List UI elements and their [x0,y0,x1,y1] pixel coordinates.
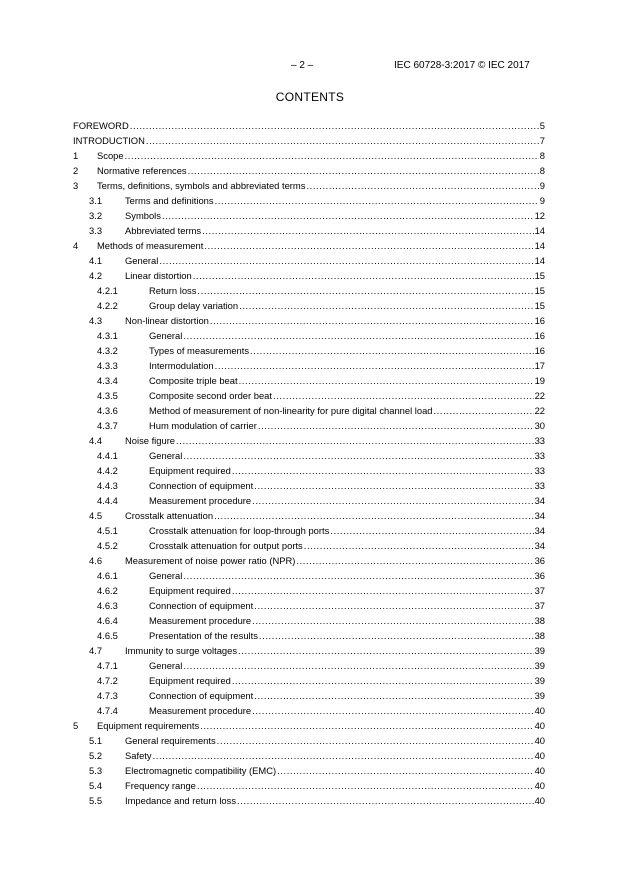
toc-dot-leader [146,133,539,148]
toc-entry[interactable] [73,583,545,598]
toc-entry-title: Composite second order beat [149,390,272,401]
toc-entry-page: 37 [534,585,545,596]
toc-dot-leader [239,298,533,313]
toc-entry-title: Equipment required [149,465,231,476]
toc-entry[interactable] [73,658,545,673]
toc-entry-number: 4.3.7 [97,420,118,431]
toc-entry-title: Connection of equipment [149,480,254,491]
toc-dot-leader [252,613,533,628]
toc-entry-page: 15 [534,300,545,311]
toc-entry-number: 4.3.6 [97,405,118,416]
toc-entry-title: Connection of equipment [149,600,254,611]
toc-entry-number: 5.1 [89,735,103,746]
toc-entry-number: 5.3 [89,765,103,776]
toc-entry-page: 40 [534,765,545,776]
toc-entry-number: 4.7.4 [97,705,118,716]
toc-entry-page: 39 [534,675,545,686]
toc-entry-title: Equipment required [149,585,231,596]
toc-entry-number: 4.4.1 [97,450,118,461]
toc-entry-title: Frequency range [125,780,196,791]
table-of-contents [73,118,545,808]
toc-entry-title: Intermodulation [149,360,214,371]
toc-entry[interactable] [73,343,545,358]
toc-entry-page: 34 [534,525,545,536]
toc-dot-leader [153,748,534,763]
toc-entry-title: FOREWORD [73,120,129,131]
toc-entry-title: Presentation of the results [149,630,258,641]
toc-entry[interactable] [73,163,545,178]
toc-entry-page: 40 [534,705,545,716]
toc-entry-number: 4.4 [89,435,103,446]
toc-entry-page: 17 [534,360,545,371]
toc-dot-leader [238,643,534,658]
toc-entry-number: 4.5.1 [97,525,118,536]
toc-entry-page: 30 [534,420,545,431]
toc-entry-title: General [125,255,159,266]
toc-entry[interactable] [73,508,545,523]
toc-entry-page: 38 [534,615,545,626]
toc-entry-page: 37 [534,600,545,611]
toc-entry-page: 15 [534,285,545,296]
toc-entry-number: 3.2 [89,210,103,221]
toc-entry-number: 4.4.2 [97,465,118,476]
toc-entry-title: Methods of measurement [97,240,204,251]
toc-entry-page: 36 [534,570,545,581]
toc-entry-number: 4.1 [89,255,103,266]
toc-entry-number: 3.3 [89,225,103,236]
toc-dot-leader [125,148,539,163]
toc-dot-leader [204,238,533,253]
toc-entry-page: 34 [534,540,545,551]
toc-entry-page: 39 [534,690,545,701]
toc-entry-number: 3 [73,180,79,191]
toc-dot-leader [193,268,534,283]
toc-dot-leader [214,508,533,523]
toc-dot-leader [197,283,533,298]
toc-dot-leader [254,478,533,493]
toc-entry-title: Non-linear distortion [125,315,209,326]
toc-entry-number: 4.3.3 [97,360,118,371]
toc-entry[interactable] [73,358,545,373]
toc-entry-page: 7 [539,135,545,146]
toc-dot-leader [259,628,534,643]
toc-dot-leader [215,358,534,373]
toc-entry[interactable] [73,283,545,298]
toc-entry[interactable] [73,763,545,778]
toc-entry[interactable] [73,433,545,448]
toc-dot-leader [250,343,534,358]
toc-entry-number: 1 [73,150,79,161]
toc-entry-number: 4.3.1 [97,330,118,341]
toc-entry-title: Terms, definitions, symbols and abbreviated terms [97,180,306,191]
toc-entry-number: 4.6.2 [97,585,118,596]
toc-entry-page: 22 [534,405,545,416]
toc-entry-title: Measurement procedure [149,615,252,626]
toc-entry-number: 5.2 [89,750,103,761]
toc-entry-title: Measurement of noise power ratio (NPR) [125,555,296,566]
toc-entry[interactable] [73,748,545,763]
document-reference: IEC 60728-3:2017 © IEC 2017 [394,60,530,71]
toc-entry-page: 33 [534,480,545,491]
toc-entry-page: 16 [534,315,545,326]
toc-entry[interactable] [73,793,545,808]
toc-entry[interactable] [73,673,545,688]
toc-entry-number: 4.6.1 [97,570,118,581]
toc-entry-page: 36 [534,555,545,566]
toc-entry[interactable] [73,313,545,328]
toc-entry-number: 4.7.1 [97,660,118,671]
toc-entry-number: 4.3 [89,315,103,326]
toc-entry-page: 33 [534,465,545,476]
toc-entry[interactable] [73,523,545,538]
toc-entry-number: 4.6 [89,555,103,566]
toc-dot-leader [434,403,534,418]
toc-entry-title: INTRODUCTION [73,135,145,146]
toc-entry-title: Measurement procedure [149,495,252,506]
toc-entry-number: 4.7 [89,645,103,656]
toc-entry-title: Normative references [97,165,187,176]
toc-entry[interactable] [73,208,545,223]
toc-entry-page: 34 [534,510,545,521]
toc-entry-title: General requirements [125,735,216,746]
page-number: – 2 – [291,60,314,71]
toc-entry[interactable] [73,478,545,493]
toc-dot-leader [200,718,533,733]
toc-entry-title: General [149,330,183,341]
toc-entry-title: Return loss [149,285,197,296]
toc-entry-page: 40 [534,735,545,746]
toc-dot-leader [254,688,533,703]
toc-dot-leader [254,598,533,613]
toc-entry-number: 4.4.3 [97,480,118,491]
toc-entry-page: 40 [534,750,545,761]
toc-entry-number: 5.4 [89,780,103,791]
toc-entry[interactable] [73,133,545,148]
toc-entry-title: Safety [125,750,152,761]
toc-entry-title: General [149,570,183,581]
toc-entry-number: 4.6.3 [97,600,118,611]
toc-entry-title: Equipment required [149,675,231,686]
toc-entry-number: 4.6.5 [97,630,118,641]
toc-entry-title: Abbreviated terms [125,225,202,236]
toc-entry[interactable] [73,718,545,733]
toc-entry-title: Types of measurements [149,345,250,356]
toc-entry-title: Crosstalk attenuation for loop-through ports [149,525,330,536]
toc-dot-leader [239,373,534,388]
toc-dot-leader [237,793,534,808]
toc-entry[interactable] [73,463,545,478]
toc-entry-page: 22 [534,390,545,401]
toc-entry-number: 4.2 [89,270,103,281]
toc-dot-leader [183,448,533,463]
toc-entry[interactable] [73,373,545,388]
toc-entry-page: 39 [534,645,545,656]
toc-entry-title: Impedance and return loss [125,795,237,806]
toc-entry[interactable] [73,388,545,403]
toc-dot-leader [215,193,539,208]
toc-entry[interactable] [73,448,545,463]
toc-entry-page: 16 [534,330,545,341]
toc-entry[interactable] [73,613,545,628]
toc-entry-number: 4.3.4 [97,375,118,386]
toc-entry[interactable] [73,628,545,643]
toc-entry-number: 5.5 [89,795,103,806]
toc-entry-title: Terms and definitions [125,195,214,206]
toc-entry-title: Noise figure [125,435,176,446]
toc-entry-number: 4.5.2 [97,540,118,551]
toc-dot-leader [130,118,539,133]
toc-entry-page: 8 [539,150,545,161]
toc-dot-leader [183,658,533,673]
toc-entry-title: General [149,660,183,671]
toc-dot-leader [273,388,534,403]
toc-entry-title: Connection of equipment [149,690,254,701]
toc-entry[interactable] [73,118,545,133]
toc-entry-page: 14 [534,240,545,251]
toc-entry-page: 12 [534,210,545,221]
toc-entry-page: 14 [534,225,545,236]
toc-entry-page: 16 [534,345,545,356]
toc-entry[interactable] [73,403,545,418]
toc-entry-number: 4.2.1 [97,285,118,296]
toc-entry-title: Scope [97,150,124,161]
toc-entry[interactable] [73,238,545,253]
toc-entry[interactable] [73,703,545,718]
toc-entry-number: 4.5 [89,510,103,521]
toc-dot-leader [162,208,534,223]
toc-entry[interactable] [73,538,545,553]
toc-entry-number: 4.4.4 [97,495,118,506]
toc-dot-leader [232,673,534,688]
toc-entry-page: 15 [534,270,545,281]
toc-entry-title: General [149,450,183,461]
toc-entry[interactable] [73,643,545,658]
toc-entry-number: 4.3.5 [97,390,118,401]
toc-entry-page: 40 [534,795,545,806]
toc-entry-title: Symbols [125,210,161,221]
toc-entry-number: 4.6.4 [97,615,118,626]
toc-dot-leader [188,163,539,178]
toc-entry-title: Linear distortion [125,270,192,281]
toc-entry-page: 40 [534,780,545,791]
toc-entry[interactable] [73,553,545,568]
toc-entry[interactable] [73,688,545,703]
toc-dot-leader [252,493,533,508]
toc-entry-title: Group delay variation [149,300,239,311]
toc-entry-page: 38 [534,630,545,641]
toc-entry[interactable] [73,253,545,268]
toc-dot-leader [197,778,534,793]
toc-dot-leader [252,703,533,718]
toc-entry[interactable] [73,148,545,163]
toc-entry[interactable] [73,598,545,613]
toc-entry[interactable] [73,733,545,748]
toc-entry-page: 33 [534,450,545,461]
toc-entry-page: 9 [539,195,545,206]
toc-dot-leader [183,568,533,583]
toc-entry-title: Equipment requirements [97,720,200,731]
toc-dot-leader [210,313,534,328]
toc-entry-number: 3.1 [89,195,103,206]
toc-entry-page: 39 [534,660,545,671]
toc-entry[interactable] [73,268,545,283]
toc-entry[interactable] [73,193,545,208]
toc-dot-leader [304,538,534,553]
toc-entry-title: Crosstalk attenuation for output ports [149,540,303,551]
toc-entry-page: 14 [534,255,545,266]
toc-entry-page: 9 [539,180,545,191]
toc-entry-number: 4.7.2 [97,675,118,686]
toc-entry-page: 5 [539,120,545,131]
toc-entry-title: Immunity to surge voltages [125,645,238,656]
toc-dot-leader [330,523,533,538]
toc-entry-page: 40 [534,720,545,731]
toc-entry[interactable] [73,568,545,583]
toc-dot-leader [232,463,534,478]
toc-dot-leader [258,418,534,433]
toc-dot-leader [232,583,534,598]
toc-entry[interactable] [73,328,545,343]
toc-dot-leader [159,253,533,268]
toc-entry-number: 4.2.2 [97,300,118,311]
toc-entry-title: Measurement procedure [149,705,252,716]
toc-dot-leader [176,433,534,448]
toc-entry[interactable] [73,493,545,508]
toc-dot-leader [296,553,533,568]
toc-dot-leader [217,733,534,748]
toc-dot-leader [183,328,533,343]
toc-entry-page: 33 [534,435,545,446]
toc-entry[interactable] [73,778,545,793]
toc-entry-title: Electromagnetic compatibility (EMC) [125,765,277,776]
toc-entry-number: 4 [73,240,79,251]
toc-dot-leader [202,223,533,238]
toc-entry-title: Hum modulation of carrier [149,420,257,431]
toc-entry-page: 19 [534,375,545,386]
toc-entry-title: Composite triple beat [149,375,238,386]
toc-dot-leader [306,178,538,193]
toc-entry-number: 2 [73,165,79,176]
toc-entry-page: 34 [534,495,545,506]
toc-dot-leader [277,763,533,778]
toc-entry-number: 5 [73,720,79,731]
toc-entry[interactable] [73,223,545,238]
toc-entry-title: Method of measurement of non-linearity for pure digital channel load [149,405,433,416]
toc-entry[interactable] [73,178,545,193]
toc-entry[interactable] [73,298,545,313]
contents-title: CONTENTS [275,90,345,104]
toc-entry-page: 8 [539,165,545,176]
toc-entry-title: Crosstalk attenuation [125,510,214,521]
toc-entry-number: 4.3.2 [97,345,118,356]
toc-entry[interactable] [73,418,545,433]
toc-entry-number: 4.7.3 [97,690,118,701]
